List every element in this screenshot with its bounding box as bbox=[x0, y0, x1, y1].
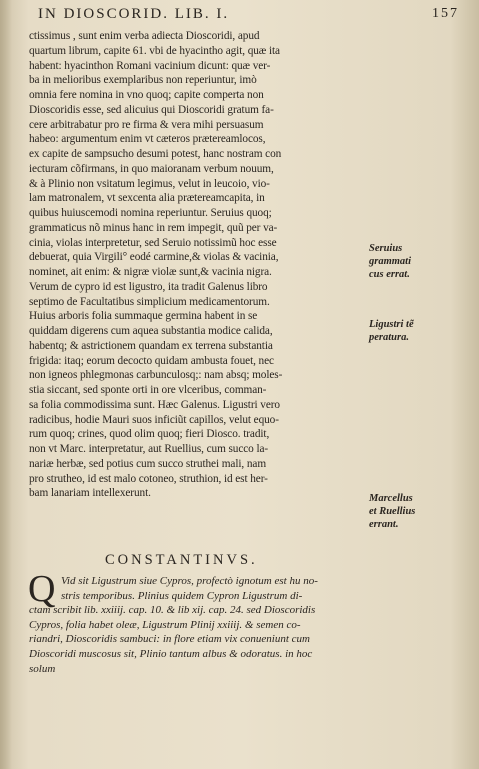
text-line: lam matronalem, vt sexcenta alia prætereamcapita, in bbox=[29, 192, 265, 205]
margin-note-line: Seruius bbox=[369, 243, 403, 254]
text-line: quartum librum, capite 61. vbi de hyacintho agit, quæ ita bbox=[29, 44, 280, 57]
text-line: rum quoq; crines, quod olim quoq; fieri Diosco. tradit, bbox=[29, 428, 270, 441]
margin-note-ligustri bbox=[369, 318, 474, 344]
section-title: CONSTANTINVS. bbox=[105, 552, 258, 568]
page-header bbox=[38, 6, 459, 28]
text-line: habeo: argumentum enim vt cæteros prætereamlocos, bbox=[29, 133, 266, 146]
margin-note-line: errant. bbox=[369, 519, 399, 530]
running-head: IN DIOSCORID. LIB. I. bbox=[38, 6, 230, 22]
text-line: quiddam digerens cum aquea substantia modice calida, bbox=[29, 325, 273, 337]
text-line: non vt Marc. interpretatur, aut Ruellius, cum succo la- bbox=[29, 443, 269, 455]
commentary-line: Vid sit Ligustrum siue Cypros, profectò ignotum est hu no- bbox=[61, 575, 318, 587]
text-line: iecturam cõfirmans, in quo maioranam verbum nouum, bbox=[29, 162, 274, 175]
margin-note-line: et Ruellius bbox=[369, 506, 416, 517]
text-line: quibus huiuscemodi nomina reperiuntur. Seruius quoq; bbox=[29, 207, 272, 219]
commentary-text bbox=[28, 568, 369, 676]
commentary-line: ctam scribit lib. xxiiij. cap. 10. & lib xij. cap. 24. sed Dioscoridis bbox=[29, 604, 316, 617]
text-line: septimo de Facultatibus simplicium medicamentorum. bbox=[29, 295, 270, 308]
text-line: ctissimus , sunt enim verba adiecta Dioscoridi, apud bbox=[29, 30, 260, 42]
main-text bbox=[29, 29, 365, 501]
text-line: cere arbitrabatur pro re firma & vera mihi persuasum bbox=[29, 118, 264, 131]
text-line: habentq; & astrictionem quandam ex terrena substantia bbox=[29, 339, 273, 352]
page-spine-shadow bbox=[0, 0, 12, 769]
text-line: stia siccant, sed sponte orti in ore vlceribus, comman- bbox=[29, 384, 267, 396]
margin-note-line: peratura. bbox=[369, 332, 409, 343]
text-line: bam lanariam intellexerunt. bbox=[29, 487, 151, 500]
text-line: frigida: itaq; eorum decocto quidam ambusta fouet, nec bbox=[29, 354, 274, 367]
text-line: cinia, violas interpretetur, sed Seruio notissimũ hoc esse bbox=[29, 236, 277, 249]
commentary-line: riandri, Dioscoridis sambuci: in flore etiam vix conueniunt cum bbox=[29, 633, 310, 646]
margin-note-line: cus errat. bbox=[369, 269, 410, 280]
commentary-line: stris temporibus. Plinius quidem Cypron Ligustrum di- bbox=[61, 589, 303, 602]
margin-note-line: Marcellus bbox=[369, 493, 413, 504]
page-number: 157 bbox=[432, 6, 459, 21]
text-line: nariæ herbæ, sed potius cum succo struthei mali, nam bbox=[29, 457, 267, 470]
text-line: non igneos phlegmonas carbunculosq;: nam absq; moles- bbox=[29, 369, 283, 382]
text-line: ex capite de sampsucho desumi potest, hanc nostram con bbox=[29, 148, 282, 160]
text-line: radicibus, hodie Mauri suos inficiũt capillos, velut equo- bbox=[29, 413, 279, 426]
text-line: nominet, ait enim: & nigræ violæ sunt,& vacinia nigra. bbox=[29, 266, 272, 278]
text-line: omnia fere nomina in vno quoq; capite comperta non bbox=[29, 89, 264, 101]
margin-note-marcellus bbox=[369, 492, 474, 531]
commentary-line: Cypros, folia habet oleæ, Ligustrum Plinij xxiiij. & semen co- bbox=[29, 618, 301, 631]
text-line: sa folia commodissima sunt. Hæc Galenus. Ligustri vero bbox=[29, 398, 280, 411]
text-line: Verum de cypro id est ligustro, ita tradit Galenus libro bbox=[29, 280, 268, 293]
margin-note-line: Ligustri tẽ bbox=[369, 319, 414, 330]
commentary-line: solum bbox=[29, 662, 56, 675]
text-line: & à Plinio non vsitatum legimus, velut in leucoio, vio- bbox=[29, 177, 270, 190]
text-line: Huius arboris folia summaque germina habent in se bbox=[29, 310, 258, 323]
text-line: pro strutheo, id est malo cotoneo, struthion, id est her- bbox=[29, 472, 268, 485]
text-line: Dioscoridis esse, sed alicuius qui Dioscoridi gratum fa- bbox=[29, 103, 274, 116]
text-line: habent: hyacinthon Romani vacinium dicunt: quæ ver- bbox=[29, 59, 271, 72]
commentary-line: Dioscoridi muscosus sit, Plinio tantum albus & odoratus. in hoc bbox=[29, 647, 313, 660]
margin-note-line: grammati bbox=[369, 256, 412, 267]
margin-note-seruius bbox=[369, 242, 474, 281]
drop-cap: Q bbox=[28, 568, 56, 610]
text-line: debuerat, quia Virgili° eodé carmine,& violas & vacinia, bbox=[29, 251, 279, 264]
text-line: grammaticus nõ minus hanc in rem impegit, quũ per va- bbox=[29, 221, 278, 234]
text-line: ba in melioribus exemplaribus non reperiuntur, imò bbox=[29, 74, 257, 87]
